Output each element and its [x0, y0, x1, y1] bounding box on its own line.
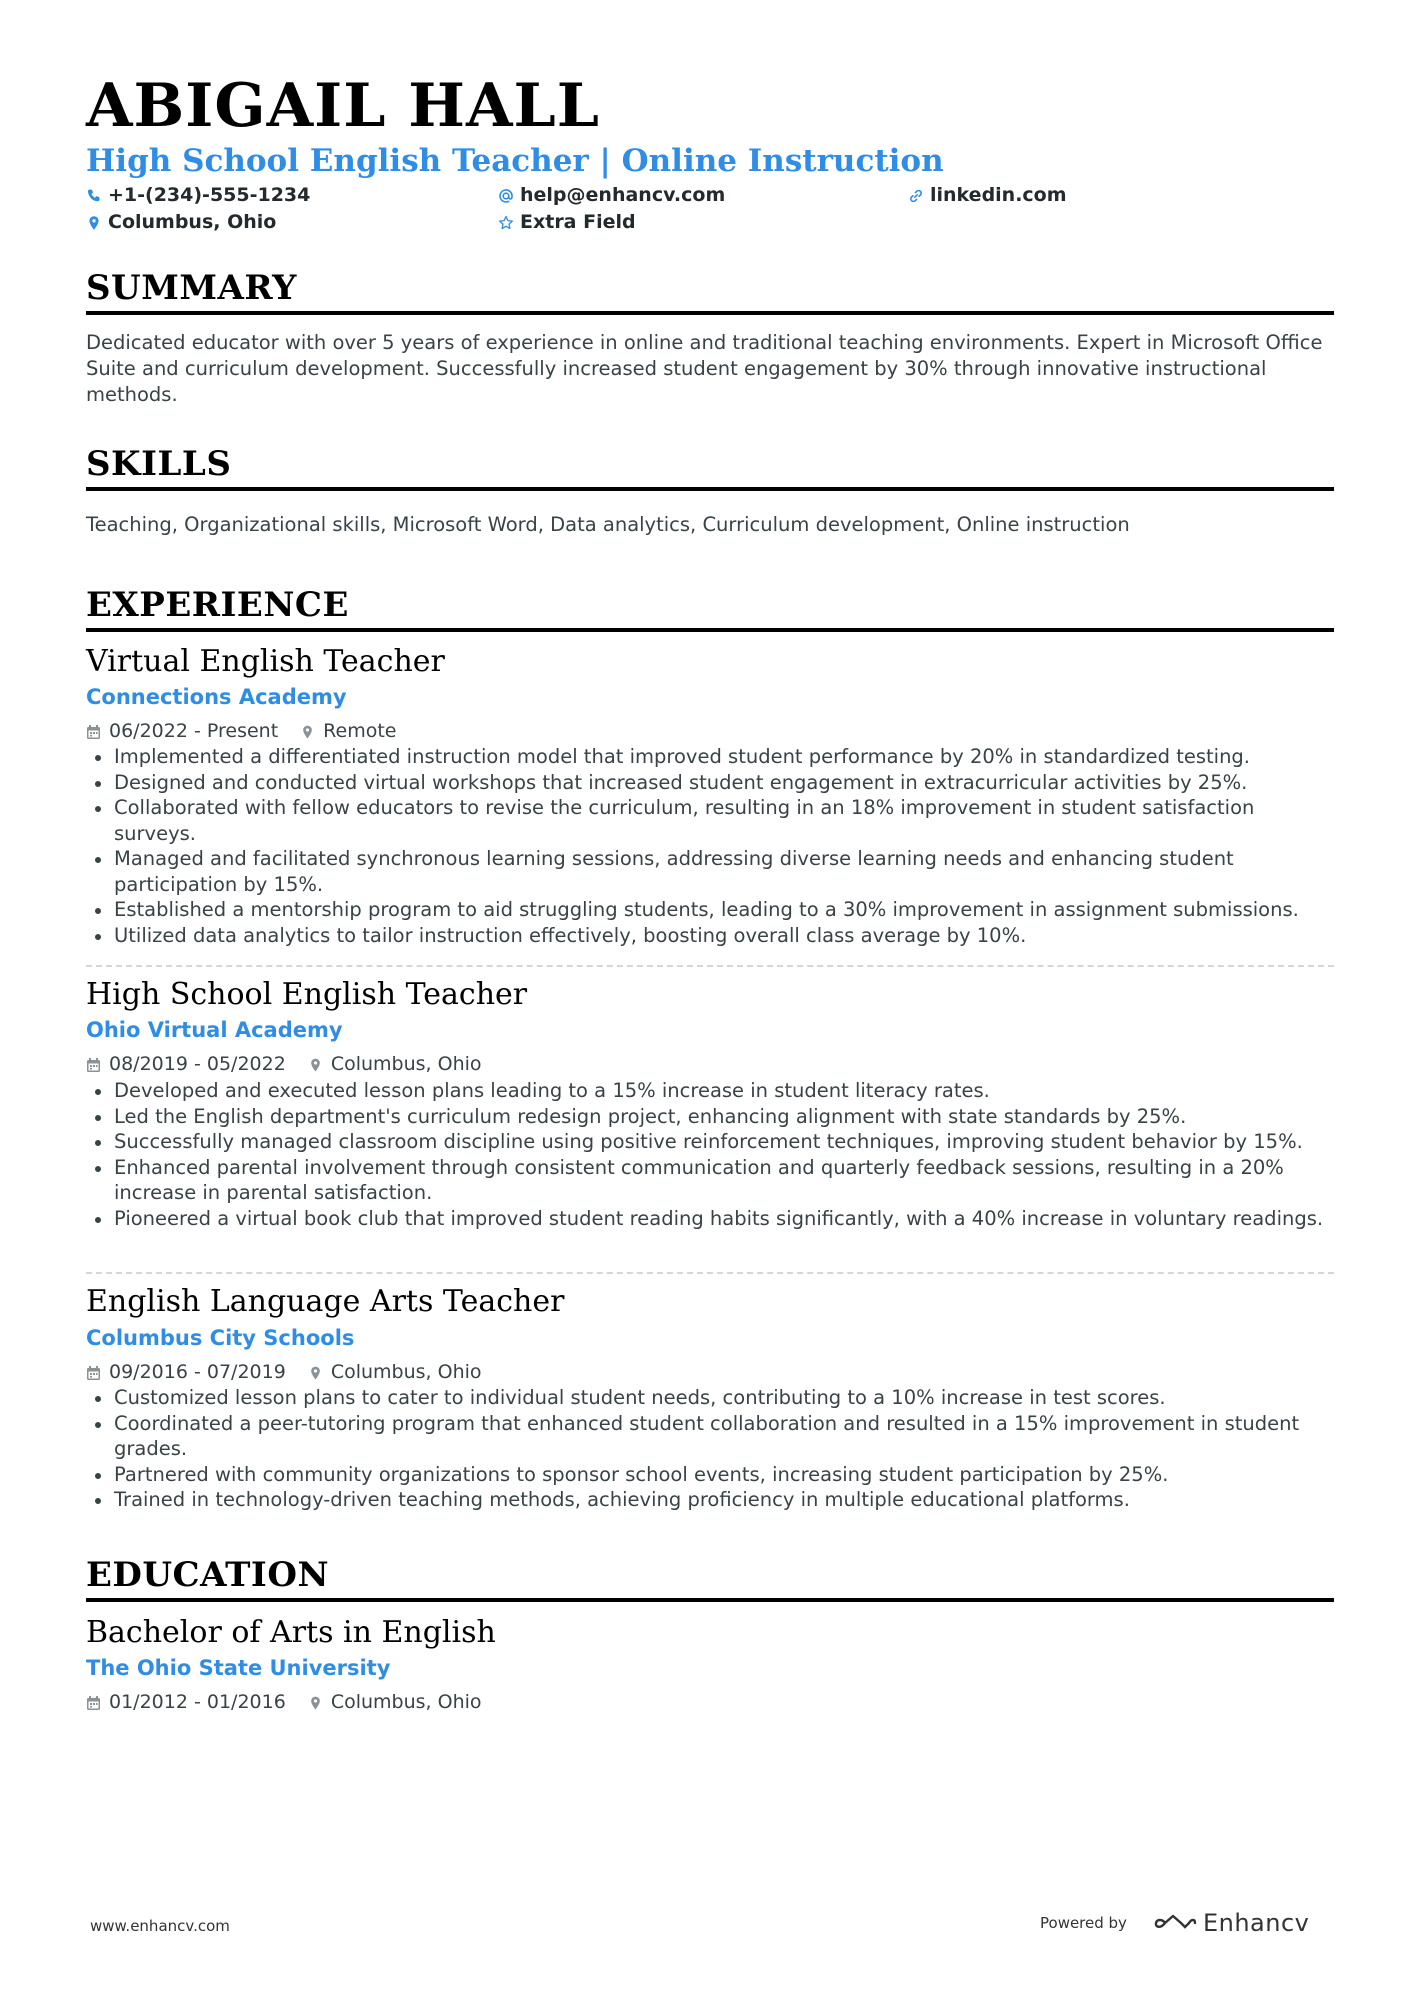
- job-bullets: [86, 1078, 1334, 1231]
- job-bullets: [86, 1385, 1334, 1513]
- contact-linkedin[interactable]: [908, 186, 1067, 205]
- job-company: Ohio Virtual Academy: [86, 1018, 343, 1042]
- contact-location: [86, 213, 276, 232]
- phone-text: +1-(234)-555-1234: [108, 184, 311, 206]
- map-pin-icon: [300, 724, 315, 740]
- extra-text: Extra Field: [520, 211, 636, 233]
- list-item: Customized lesson plans to cater to individual student needs, contributing to a 10% increase in test scores.: [86, 1385, 1334, 1411]
- calendar-icon: [86, 1057, 101, 1073]
- list-item: Collaborated with fellow educators to revise the curriculum, resulting in an 18% improvement in student satisfaction surveys.: [86, 795, 1334, 846]
- job-bullets: [86, 744, 1334, 948]
- list-item: Successfully managed classroom discipline using positive reinforcement techniques, improving student behavior by 15%.: [86, 1129, 1334, 1155]
- job-company: Connections Academy: [86, 685, 347, 709]
- contact-phone[interactable]: [86, 186, 310, 205]
- job-role: English Language Arts Teacher: [86, 1284, 565, 1319]
- divider: [86, 965, 1334, 967]
- candidate-title: High School English Teacher | Online Instruction: [86, 143, 944, 179]
- job-location: Columbus, Ohio: [330, 1361, 482, 1383]
- list-item: Managed and facilitated synchronous learning sessions, addressing diverse learning needs and enhancing student participation by 15%.: [86, 846, 1334, 897]
- location-text: Columbus, Ohio: [108, 211, 277, 233]
- contact-email[interactable]: [498, 186, 725, 205]
- job-company: Columbus City Schools: [86, 1326, 355, 1350]
- education-dates: 01/2012 - 01/2016: [109, 1691, 286, 1713]
- job-meta: [86, 722, 396, 741]
- link-icon: [908, 188, 924, 204]
- footer-website[interactable]: www.enhancv.com: [90, 1917, 230, 1935]
- brand-name: Enhancv: [1202, 1909, 1310, 1937]
- map-pin-icon: [308, 1695, 323, 1711]
- job-dates: 09/2016 - 07/2019: [109, 1361, 286, 1383]
- map-pin-icon: [86, 215, 102, 231]
- skills-heading: SKILLS: [86, 447, 1334, 491]
- contact-extra: [498, 213, 636, 232]
- skills-text: Teaching, Organizational skills, Microsoft Word, Data analytics, Curriculum development, Online instruction: [86, 513, 1130, 536]
- job-location: Columbus, Ohio: [330, 1053, 482, 1075]
- education-school: The Ohio State University: [86, 1656, 391, 1680]
- job-meta: [86, 1055, 482, 1074]
- job-role: High School English Teacher: [86, 977, 528, 1012]
- list-item: Enhanced parental involvement through consistent communication and quarterly feedback sessions, resulting in a 20% increase in parental satisfaction.: [86, 1155, 1334, 1206]
- education-heading: EDUCATION: [86, 1558, 1334, 1602]
- list-item: Led the English department's curriculum redesign project, enhancing alignment with state standards by 25%.: [86, 1104, 1334, 1130]
- phone-icon: [86, 188, 102, 204]
- list-item: Partnered with community organizations to sponsor school events, increasing student participation by 25%.: [86, 1462, 1334, 1488]
- list-item: Implemented a differentiated instruction model that improved student performance by 20% in standardized testing.: [86, 744, 1334, 770]
- calendar-icon: [86, 1695, 101, 1711]
- map-pin-icon: [308, 1057, 323, 1073]
- education-location: Columbus, Ohio: [330, 1691, 482, 1713]
- calendar-icon: [86, 1365, 101, 1381]
- star-icon: [498, 215, 514, 231]
- list-item: Developed and executed lesson plans leading to a 15% increase in student literacy rates.: [86, 1078, 1334, 1104]
- job-location: Remote: [323, 720, 397, 742]
- divider: [86, 1272, 1334, 1274]
- job-role: Virtual English Teacher: [86, 644, 445, 679]
- list-item: Designed and conducted virtual workshops that increased student engagement in extracurricular activities by 25%.: [86, 770, 1334, 796]
- footer-branding[interactable]: [1040, 1909, 1309, 1937]
- enhancv-logo-icon: [1153, 1912, 1197, 1934]
- email-text: help@enhancv.com: [520, 184, 726, 206]
- linkedin-text: linkedin.com: [930, 184, 1067, 206]
- experience-heading: EXPERIENCE: [86, 588, 1334, 632]
- job-dates: 06/2022 - Present: [109, 720, 279, 742]
- job-dates: 08/2019 - 05/2022: [109, 1053, 286, 1075]
- brand-logo: [1153, 1909, 1309, 1937]
- summary-heading: SUMMARY: [86, 271, 1334, 315]
- list-item: Established a mentorship program to aid struggling students, leading to a 30% improvement in assignment submissions.: [86, 897, 1334, 923]
- education-degree: Bachelor of Arts in English: [86, 1615, 496, 1650]
- list-item: Pioneered a virtual book club that improved student reading habits significantly, with a 40% increase in voluntary readings.: [86, 1206, 1334, 1232]
- education-meta: [86, 1693, 482, 1712]
- job-meta: [86, 1363, 482, 1382]
- at-icon: [498, 188, 514, 204]
- list-item: Trained in technology-driven teaching methods, achieving proficiency in multiple educational platforms.: [86, 1487, 1334, 1513]
- calendar-icon: [86, 724, 101, 740]
- candidate-name: ABIGAIL HALL: [86, 71, 600, 141]
- list-item: Utilized data analytics to tailor instruction effectively, boosting overall class average by 10%.: [86, 923, 1334, 949]
- powered-by-text: Powered by: [1040, 1914, 1127, 1932]
- map-pin-icon: [308, 1365, 323, 1381]
- summary-text: Dedicated educator with over 5 years of experience in online and traditional teaching environments. Expert in Microsoft Office Suite and curriculum development. Successfully increased student engagement by 30% through innovative instructional methods.: [86, 331, 1323, 406]
- list-item: Coordinated a peer-tutoring program that enhanced student collaboration and resulted in a 15% improvement in student grades.: [86, 1411, 1334, 1462]
